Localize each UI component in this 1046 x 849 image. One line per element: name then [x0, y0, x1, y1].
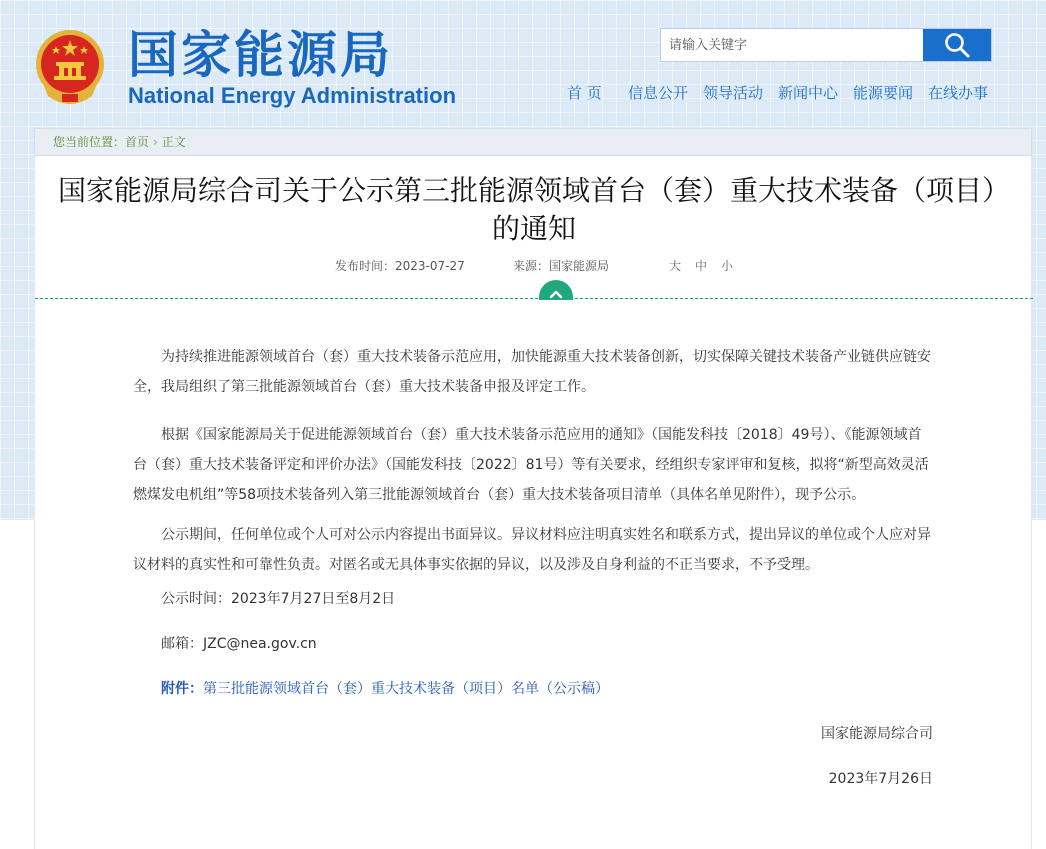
- search-button[interactable]: [923, 29, 991, 61]
- search-icon: [943, 31, 971, 59]
- site-header: [0, 0, 1046, 128]
- signature-org: 国家能源局综合司: [821, 726, 933, 742]
- publish-label: 发布时间：: [335, 259, 396, 273]
- article-paragraph: 为持续推进能源领域首台（套）重大技术装备示范应用，加快能源重大技术装备创新，切实保障关键技术装备产业链供应链安全，我局组织了第三批能源领域首台（套）重大技术装备申报及评定工作。: [133, 349, 931, 395]
- chevron-up-icon: [549, 288, 563, 300]
- nav-item-online-services[interactable]: 在线办事: [928, 84, 989, 102]
- attachment-label: 附件：: [161, 681, 203, 697]
- header-divider: [35, 298, 1033, 299]
- nav-item-home[interactable]: 首 页: [567, 84, 602, 102]
- breadcrumb-current: 正文: [161, 135, 186, 149]
- font-size-small-button[interactable]: 小: [721, 259, 734, 273]
- breadcrumb-home-link[interactable]: 首页: [125, 135, 150, 149]
- article-paragraph: 根据《国家能源局关于促进能源领域首台（套）重大技术装备示范应用的通知》（国能发科技〔2018〕49号）、《能源领域首台（套）重大技术装备评定和评价办法》（国能发科技〔2022〕81号）等有关要求，经组织专家评审和复核，拟将“新型高效灵活燃煤发电机组”等58项技术装备列入第三批能源领域首台（套）重大技术装备项目清单（具体名单见附件），现予公示。: [133, 427, 929, 503]
- source-label: 来源：: [513, 259, 550, 273]
- search-input[interactable]: [661, 29, 923, 61]
- signature-date: 2023年7月26日: [828, 771, 933, 787]
- attachment-line: [161, 674, 609, 704]
- publish-meta: [335, 258, 465, 274]
- search-box: [660, 28, 992, 62]
- logo-english[interactable]: National Energy Administration: [128, 83, 457, 108]
- article-title: 国家能源局综合司关于公示第三批能源领域首台（套）重大技术装备（项目）的通知: [57, 174, 1010, 245]
- font-size-controls: [669, 258, 747, 274]
- collapse-button[interactable]: [539, 280, 573, 300]
- source-value: 国家能源局: [549, 259, 610, 273]
- nav-item-leadership[interactable]: 领导活动: [703, 84, 764, 102]
- breadcrumb-prefix: 您当前位置：: [53, 135, 126, 149]
- attachment-link[interactable]: 第三批能源领域首台（套）重大技术装备（项目）名单（公示稿）: [203, 681, 609, 697]
- breadcrumb: [34, 128, 1032, 156]
- nav-item-info-disclosure[interactable]: 信息公开: [628, 84, 689, 102]
- source-meta: [513, 258, 609, 274]
- notice-time: 公示时间：2023年7月27日至8月2日: [161, 591, 396, 607]
- nav-item-energy-news[interactable]: 能源要闻: [853, 84, 914, 102]
- nav-item-news-center[interactable]: 新闻中心: [778, 84, 839, 102]
- logo-chinese[interactable]: 国家能源局: [128, 26, 393, 84]
- article-paragraph: 公示期间，任何单位或个人可对公示内容提出书面异议。异议材料应注明真实姓名和联系方式，提出异议的单位或个人应对异议材料的真实性和可靠性负责。对匿名或无具体事实依据的异议，以及涉及自身利益的不正当要求，不予受理。: [133, 527, 931, 573]
- contact-email: 邮箱：JZC@nea.gov.cn: [161, 636, 317, 652]
- article-card: [34, 156, 1032, 849]
- main-nav: [0, 82, 1046, 104]
- font-size-large-button[interactable]: 大: [669, 259, 682, 273]
- publish-date: 2023-07-27: [395, 259, 465, 273]
- chevron-right-icon: ›: [153, 135, 158, 149]
- font-size-medium-button[interactable]: 中: [695, 259, 708, 273]
